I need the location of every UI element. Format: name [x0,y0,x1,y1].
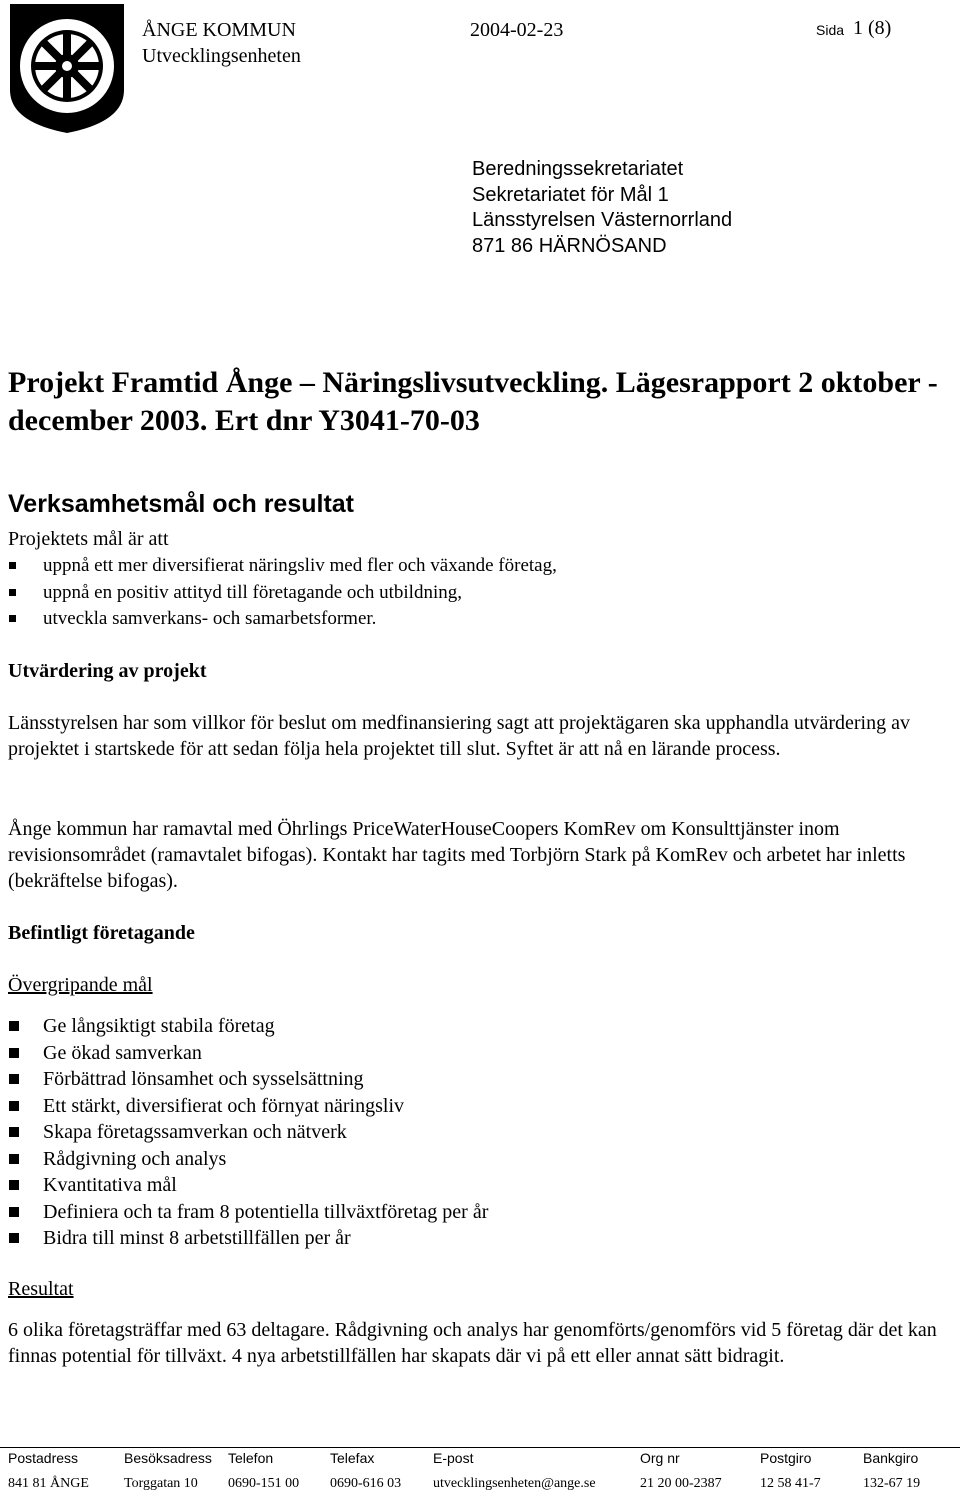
subheading-result: Resultat [8,1278,74,1300]
list-item: Förbättrad lönsamhet och sysselsättning [9,1066,488,1093]
bullet-icon [9,562,16,569]
list-item: Definiera och ta fram 8 potentiella tillväxtföretag per år [9,1199,488,1226]
section-heading-existing-business: Befintligt företagande [8,922,195,944]
bullet-icon [9,589,16,596]
footer-postal-address: 841 81 ÅNGE [8,1476,89,1491]
list-item: utveckla samverkans- och samarbetsformer. [9,606,557,633]
address-line: 871 86 HÄRNÖSAND [472,234,667,257]
result-paragraph: 6 olika företagsträffar med 63 deltagare. Rådgivning och analys har genomförts/genomförs vid 5 företag där det kan finnas potential för tillväxt. 4 nya arbetstillfällen har skapats där vi på ett eller annat sätt bidragit. [8,1319,937,1367]
overall-goals-list [9,1013,488,1252]
bullet-icon [9,1101,19,1111]
bullet-icon [9,1233,19,1243]
list-item: Ge ökad samverkan [9,1040,488,1067]
footer-label-fax: Telefax [330,1450,375,1466]
footer-visiting-address: Torggatan 10 [124,1476,198,1491]
footer-fax: 0690-616 03 [330,1476,402,1491]
goals-intro: Projektets mål är att [8,528,169,550]
wheel-emblem-icon [8,2,126,135]
list-item: uppnå en positiv attityd till företagande och utbildning, [9,580,557,607]
section-heading-goals: Verksamhetsmål och resultat [8,490,354,518]
bullet-icon [9,1207,19,1217]
footer-label-phone: Telefon [228,1450,274,1466]
address-line: Beredningssekretariatet [472,158,684,180]
footer-label-org-number: Org nr [640,1450,680,1466]
organization-name: ÅNGE KOMMUN [142,19,296,41]
list-item: uppnå ett mer diversifierat näringsliv med fler och växande företag, [9,553,557,580]
page-label: Sida [816,22,845,38]
document-date: 2004-02-23 [470,19,564,41]
footer-label-visiting-address: Besöksadress [124,1450,212,1466]
list-item: Ett stärkt, diversifierat och förnyat näringsliv [9,1093,488,1120]
list-item: Rådgivning och analys [9,1146,488,1173]
bullet-icon [9,1074,19,1084]
footer-label-postgiro: Postgiro [760,1450,812,1466]
list-item: Kvantitativa mål [9,1172,488,1199]
coat-of-arms-logo [8,2,126,135]
footer-org-number: 21 20 00-2387 [640,1476,722,1491]
footer-phone: 0690-151 00 [228,1476,300,1491]
footer-bankgiro: 132-67 19 [863,1476,921,1491]
bullet-icon [9,1154,19,1164]
evaluation-paragraph-1: Länsstyrelsen har som villkor för beslut om medfinansiering sagt att projektägaren ska upphandla utvärdering av projektet i startskede för att sedan följa hela projektet till slut. Syftet är att nå en lärande process. [8,712,910,760]
footer-label-email: E-post [433,1450,474,1466]
bullet-icon [9,1048,19,1058]
bullet-icon [9,1127,19,1137]
footer-label-bankgiro: Bankgiro [863,1450,919,1466]
bullet-icon [9,615,16,622]
recipient-address [472,157,732,259]
page-number: 1 (8) [853,17,892,39]
list-item: Skapa företagssamverkan och nätverk [9,1119,488,1146]
footer-label-postal-address: Postadress [8,1450,79,1466]
organization-unit: Utvecklingsenheten [142,45,301,67]
subheading-overall-goals: Övergripande mål [8,974,153,996]
section-heading-evaluation: Utvärdering av projekt [8,660,207,682]
footer-divider [0,1447,960,1448]
list-item: Ge långsiktigt stabila företag [9,1013,488,1040]
address-line: Sekretariatet för Mål 1 [472,183,669,206]
bullet-icon [9,1180,19,1190]
bullet-icon [9,1021,19,1031]
document-title: Projekt Framtid Ånge – Näringslivsutveckling. Lägesrapport 2 oktober - december 2003. Ert dnr Y3041-70-03 [8,366,938,437]
footer-postgiro: 12 58 41-7 [760,1476,821,1491]
list-item: Bidra till minst 8 arbetstillfällen per år [9,1225,488,1252]
address-line: Länsstyrelsen Västernorrland [472,209,733,231]
goals-list [9,553,557,633]
footer-email: utvecklingsenheten@ange.se [433,1476,596,1491]
evaluation-paragraph-2: Ånge kommun har ramavtal med Öhrlings PriceWaterHouseCoopers KomRev om Konsulttjänster inom revisionsområdet (ramavtalet bifogas). Kontakt har tagits med Torbjörn Stark på KomRev och arbetet har inletts (bekräftelse bifogas). [8,818,906,892]
